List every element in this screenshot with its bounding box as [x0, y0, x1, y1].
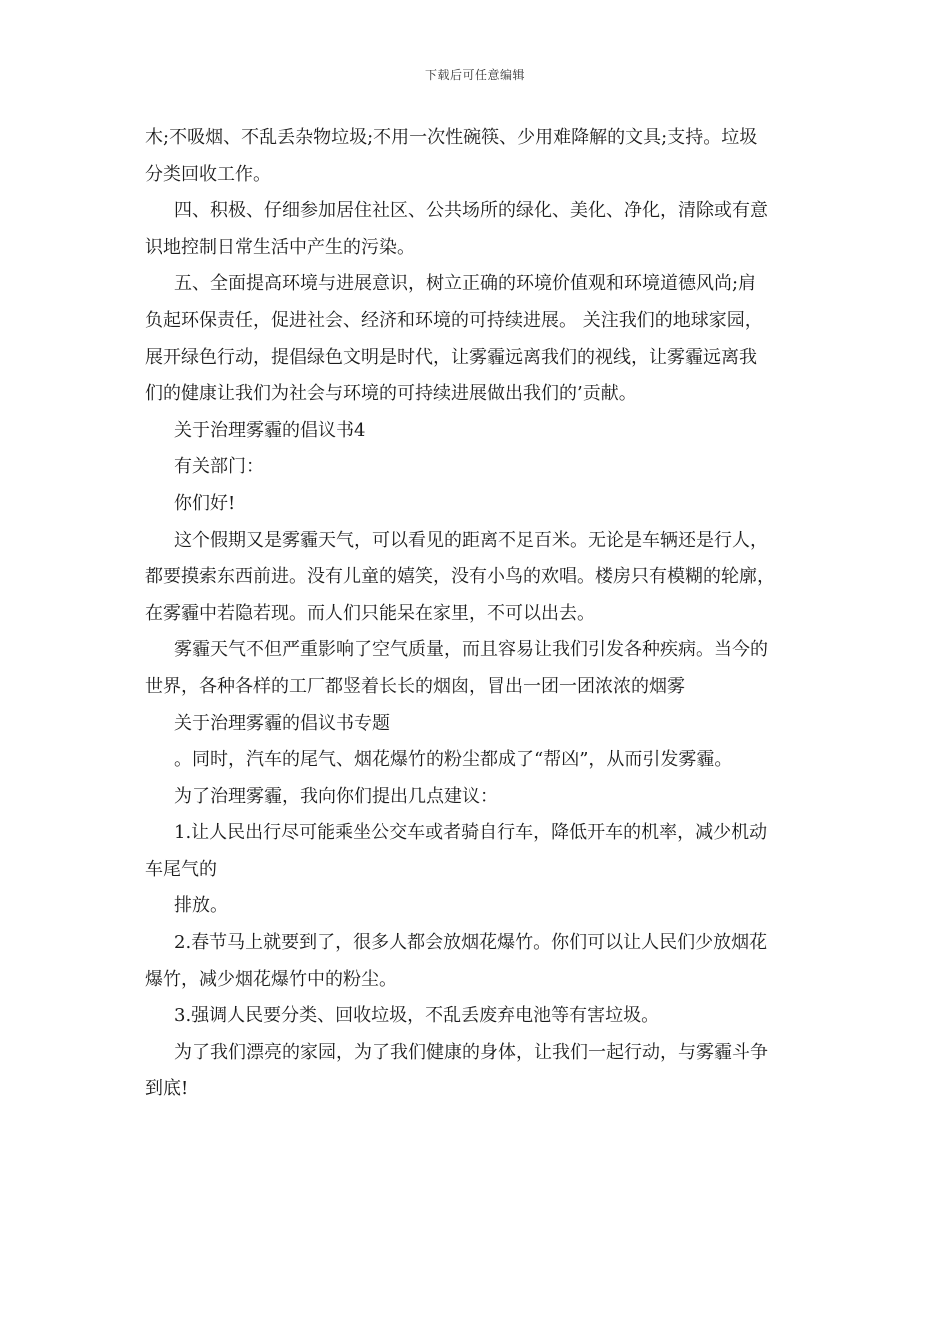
page-header: 下载后可任意编辑	[424, 68, 525, 82]
text-line: 为了治理雾霾，我向你们提出几点建议：	[174, 785, 498, 807]
text-line: 爆竹，减少烟花爆竹中的粉尘。	[145, 968, 397, 990]
text-line: 展开绿色行动，提倡绿色文明是时代，让雾霾远离我们的视线，让雾霾远离我	[145, 346, 757, 368]
text-line: 这个假期又是雾霾天气，可以看见的距离不足百米。无论是车辆还是行人，	[174, 529, 768, 551]
text-line: 到底!	[145, 1078, 189, 1100]
text-line: 3.强调人民要分类、回收垃圾，不乱丢废弃电池等有害垃圾。	[174, 1005, 660, 1027]
text-line: 车尾气的	[145, 858, 217, 880]
text-line: 分类回收工作。	[145, 163, 271, 185]
text-line: 排放。	[174, 895, 228, 917]
text-line: 在雾霾中若隐若现。而人们只能呆在家里，不可以出去。	[145, 602, 595, 624]
text-line: 有关部门：	[174, 456, 264, 478]
text-line: 世界，各种各样的工厂都竖着长长的烟囱，冒出一团一团浓浓的烟雾	[145, 675, 685, 697]
text-line: 木;不吸烟、不乱丢杂物垃圾;不用一次性碗筷、少用难降解的文具;支持。垃圾	[145, 127, 758, 148]
text-line: 关于治理雾霾的倡议书4	[174, 419, 366, 441]
text-line: 识地控制日常生活中产生的污染。	[145, 236, 415, 258]
text-line: 五、全面提高环境与进展意识，树立正确的环境价值观和环境道德风尚;肩	[174, 273, 757, 295]
document-body	[145, 120, 810, 1108]
text-line: 你们好!	[174, 492, 236, 514]
text-line: 为了我们漂亮的家园，为了我们健康的身体，让我们一起行动，与雾霾斗争	[174, 1041, 768, 1063]
text-line: 。同时，汽车的尾气、烟花爆竹的粉尘都成了“帮凶”，从而引发雾霾。	[174, 749, 733, 771]
text-line: 都要摸索东西前进。没有儿童的嬉笑，没有小鸟的欢唱。楼房只有模糊的轮廓，	[145, 566, 775, 588]
text-line: 们的健康让我们为社会与环境的可持续进展做出我们的’贡献。	[145, 383, 637, 405]
text-line: 负起环保责任，促进社会、经济和环境的可持续进展。 关注我们的地球家园，	[145, 309, 763, 331]
text-line: 四、积极、仔细参加居住社区、公共场所的绿化、美化、净化，清除或有意	[174, 200, 768, 222]
text-line: 1.让人民出行尽可能乘坐公交车或者骑自行车，降低开车的机率，减少机动	[174, 822, 768, 844]
text-line: 2.春节马上就要到了，很多人都会放烟花爆竹。你们可以让人民们少放烟花	[174, 932, 768, 954]
text-line: 关于治理雾霾的倡议书专题	[174, 712, 390, 734]
text-line: 雾霾天气不但严重影响了空气质量，而且容易让我们引发各种疾病。当今的	[174, 639, 768, 661]
